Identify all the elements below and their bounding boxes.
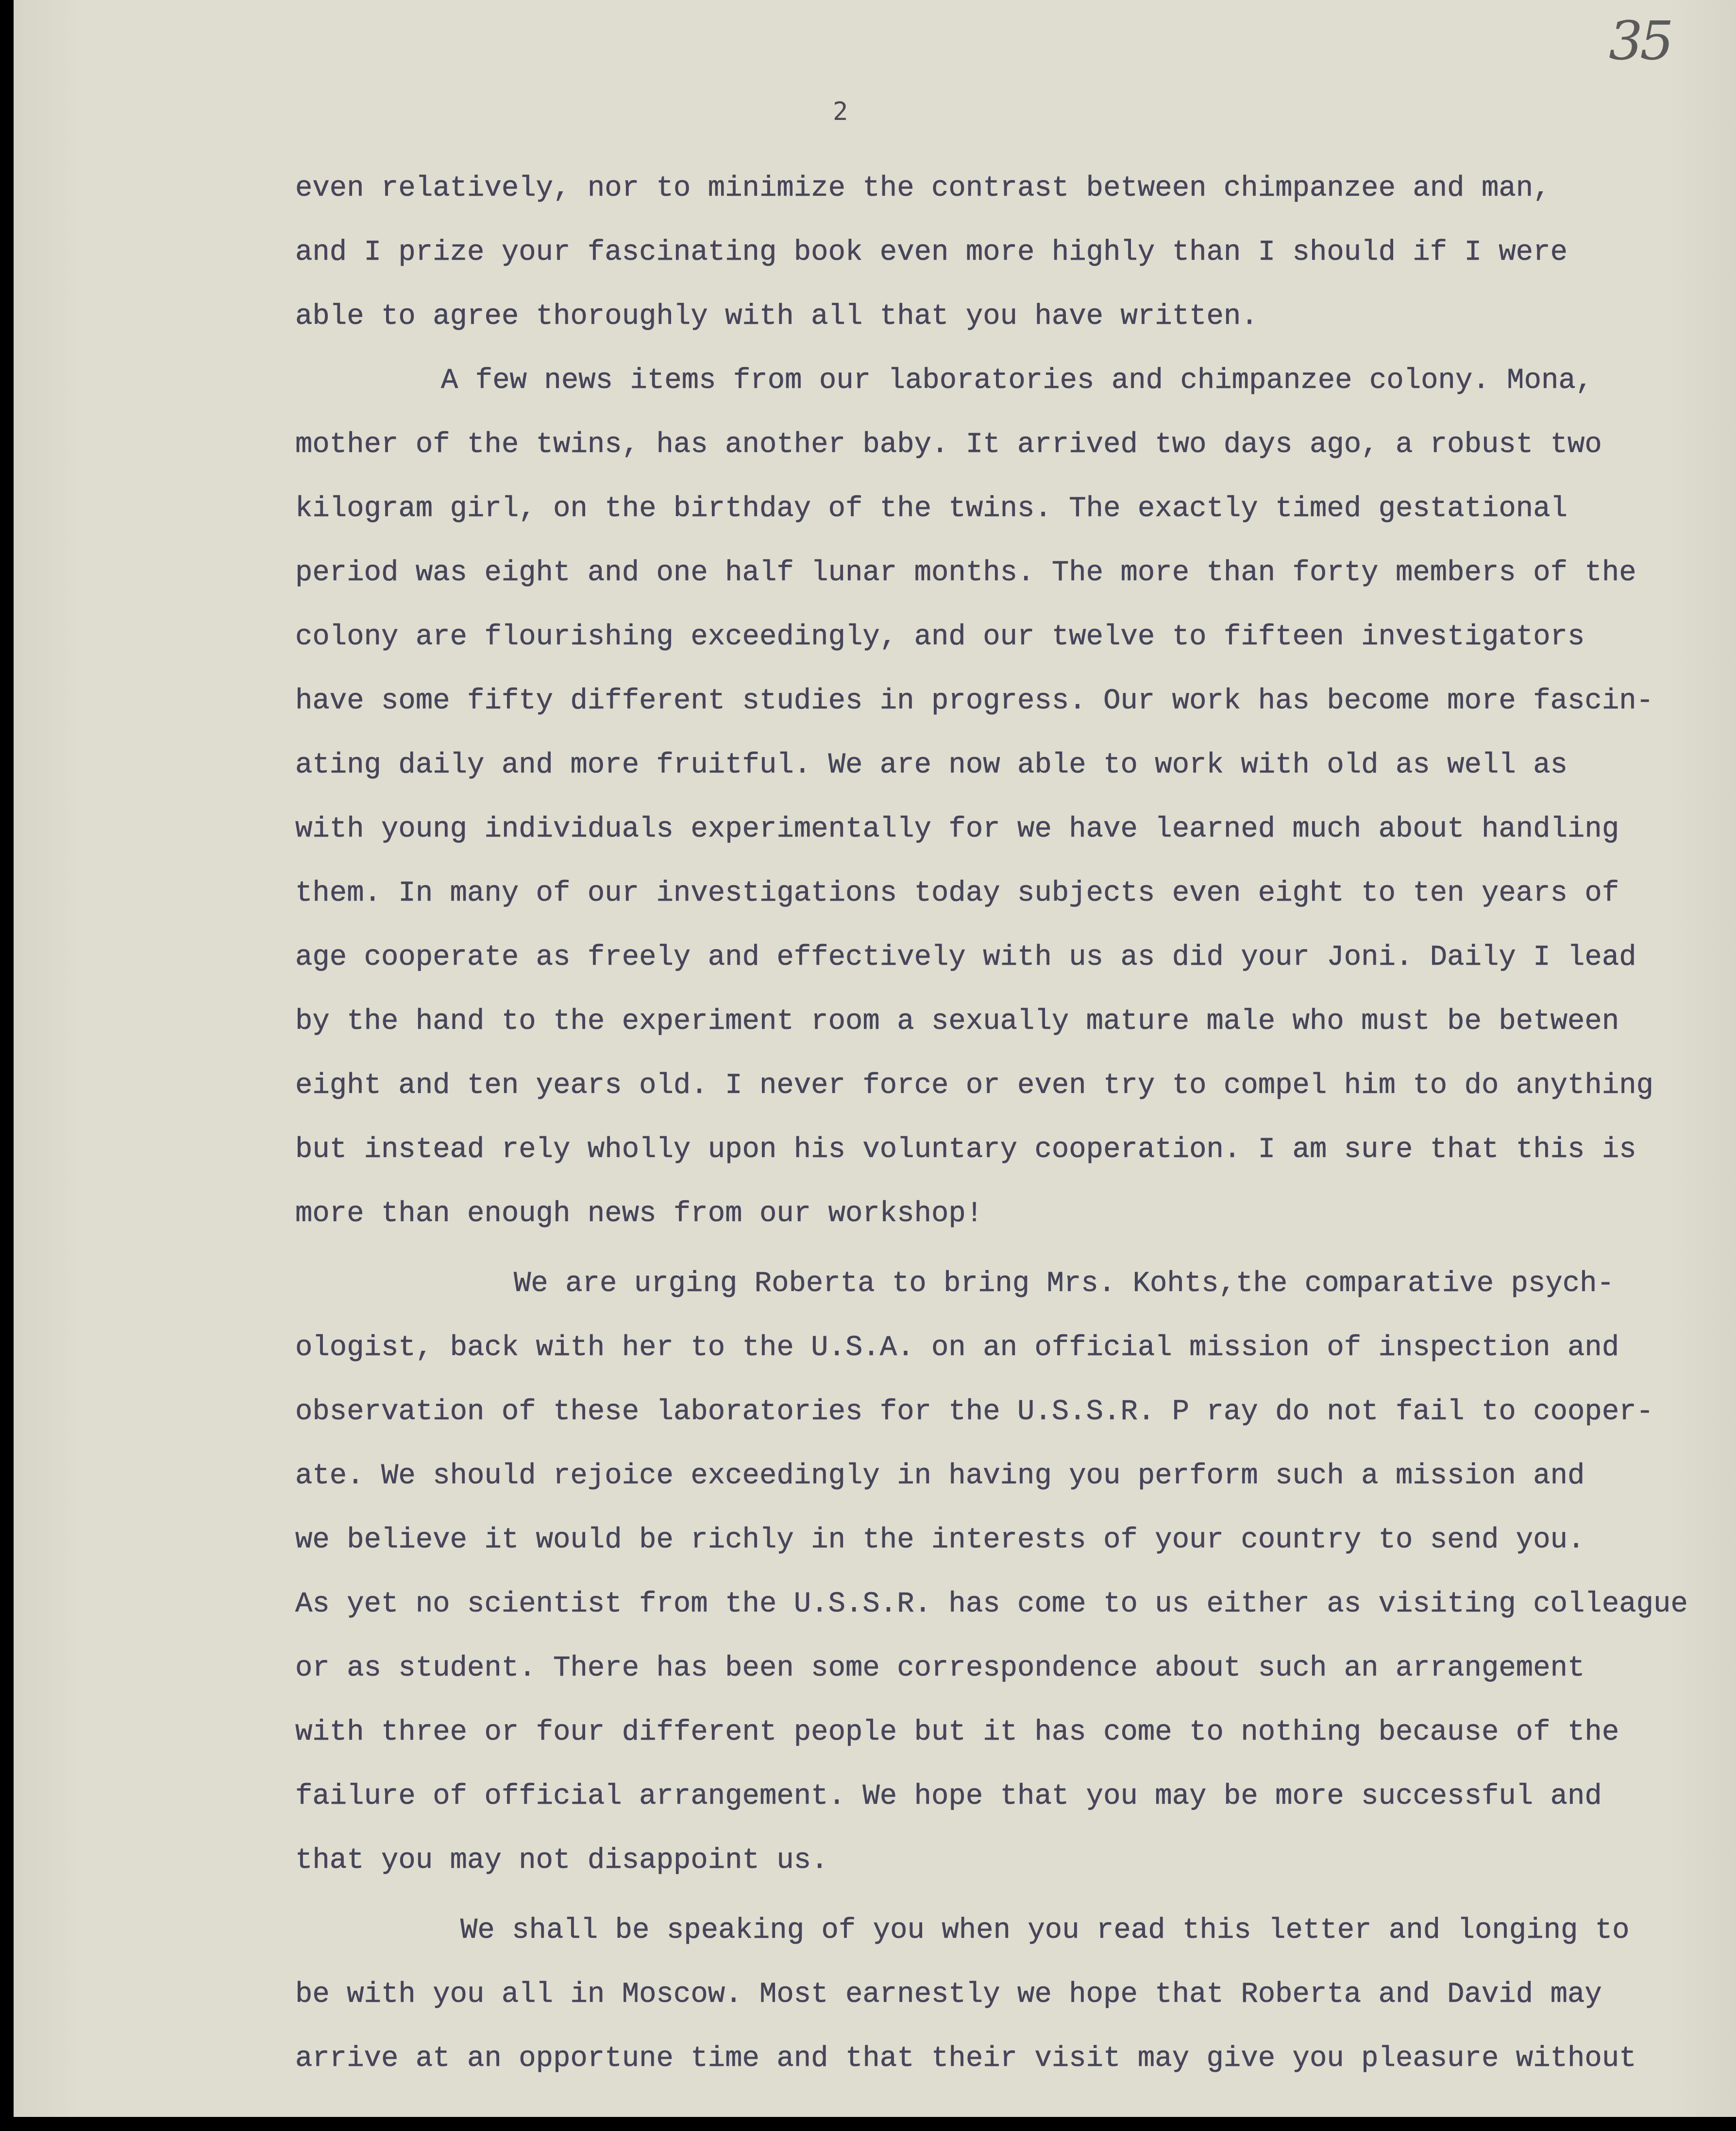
text-line: with three or four different people but it has come to nothing because of the (295, 1716, 1619, 1748)
text-line: but instead rely wholly upon his voluntary cooperation. I am sure that this is (295, 1133, 1636, 1166)
text-line: ate. We should rejoice exceedingly in having you perform such a mission and (295, 1460, 1585, 1492)
paragraph-gap (295, 1893, 1655, 1898)
text-line: and I prize your fascinating book even more highly than I should if I were (295, 236, 1568, 268)
text-line: more than enough news from our workshop! (295, 1197, 983, 1230)
text-line: A few news items from our laboratories and chimpanzee colony. Mona, (441, 364, 1593, 397)
text-line: that you may not disappoint us. (295, 1844, 828, 1877)
paragraph (295, 1252, 1688, 1893)
text-line: by the hand to the experiment room a sexually mature male who must be between (295, 1005, 1619, 1038)
text-line: eight and ten years old. I never force or even try to compel him to do anything (295, 1069, 1654, 1102)
paragraph (295, 156, 1655, 349)
text-line: We shall be speaking of you when you read this letter and longing to (460, 1914, 1630, 1946)
text-line: We are urging Roberta to bring Mrs. Kohts,the comparative psych- (514, 1267, 1614, 1300)
text-line: be with you all in Moscow. Most earnestly we hope that Roberta and David may (295, 1978, 1602, 2011)
text-line: ating daily and more fruitful. We are now able to work with old as well as (295, 749, 1568, 781)
letter-body (295, 156, 1688, 2091)
paragraph-gap (295, 1246, 1655, 1252)
text-line: able to agree thoroughly with all that you have written. (295, 300, 1258, 333)
text-line: failure of official arrangement. We hope that you may be more successful and (295, 1780, 1602, 1812)
paragraph (295, 349, 1655, 1246)
letter-page (14, 0, 1736, 2117)
text-line: As yet no scientist from the U.S.S.R. has come to us either as visiting colleague (295, 1588, 1688, 1620)
text-line: with young individuals experimentally for we have learned much about handling (295, 813, 1619, 845)
text-line: kilogram girl, on the birthday of the twins. The exactly timed gestational (295, 492, 1568, 525)
text-line: have some fifty different studies in progress. Our work has become more fascin- (295, 685, 1654, 717)
paragraph (295, 1898, 1655, 2091)
text-line: them. In many of our investigations today subjects even eight to ten years of (295, 877, 1619, 909)
folio-annotation: 35 (1609, 10, 1671, 72)
page-number: 2 (833, 97, 848, 126)
text-line: period was eight and one half lunar months. The more than forty members of the (295, 556, 1636, 589)
text-line: age cooperate as freely and effectively with us as did your Joni. Daily I lead (295, 941, 1636, 973)
text-line: colony are flourishing exceedingly, and our twelve to fifteen investigators (295, 621, 1585, 653)
text-line: ologist, back with her to the U.S.A. on an official mission of inspection and (295, 1331, 1619, 1364)
text-line: or as student. There has been some correspondence about such an arrangement (295, 1652, 1585, 1684)
text-line: we believe it would be richly in the interests of your country to send you. (295, 1524, 1585, 1556)
text-line: mother of the twins, has another baby. It arrived two days ago, a robust two (295, 428, 1602, 461)
text-line: even relatively, nor to minimize the contrast between chimpanzee and man, (295, 172, 1551, 204)
text-line: observation of these laboratories for the U.S.S.R. P ray do not fail to cooper- (295, 1395, 1654, 1428)
text-line: arrive at an opportune time and that their visit may give you pleasure without (295, 2042, 1636, 2075)
